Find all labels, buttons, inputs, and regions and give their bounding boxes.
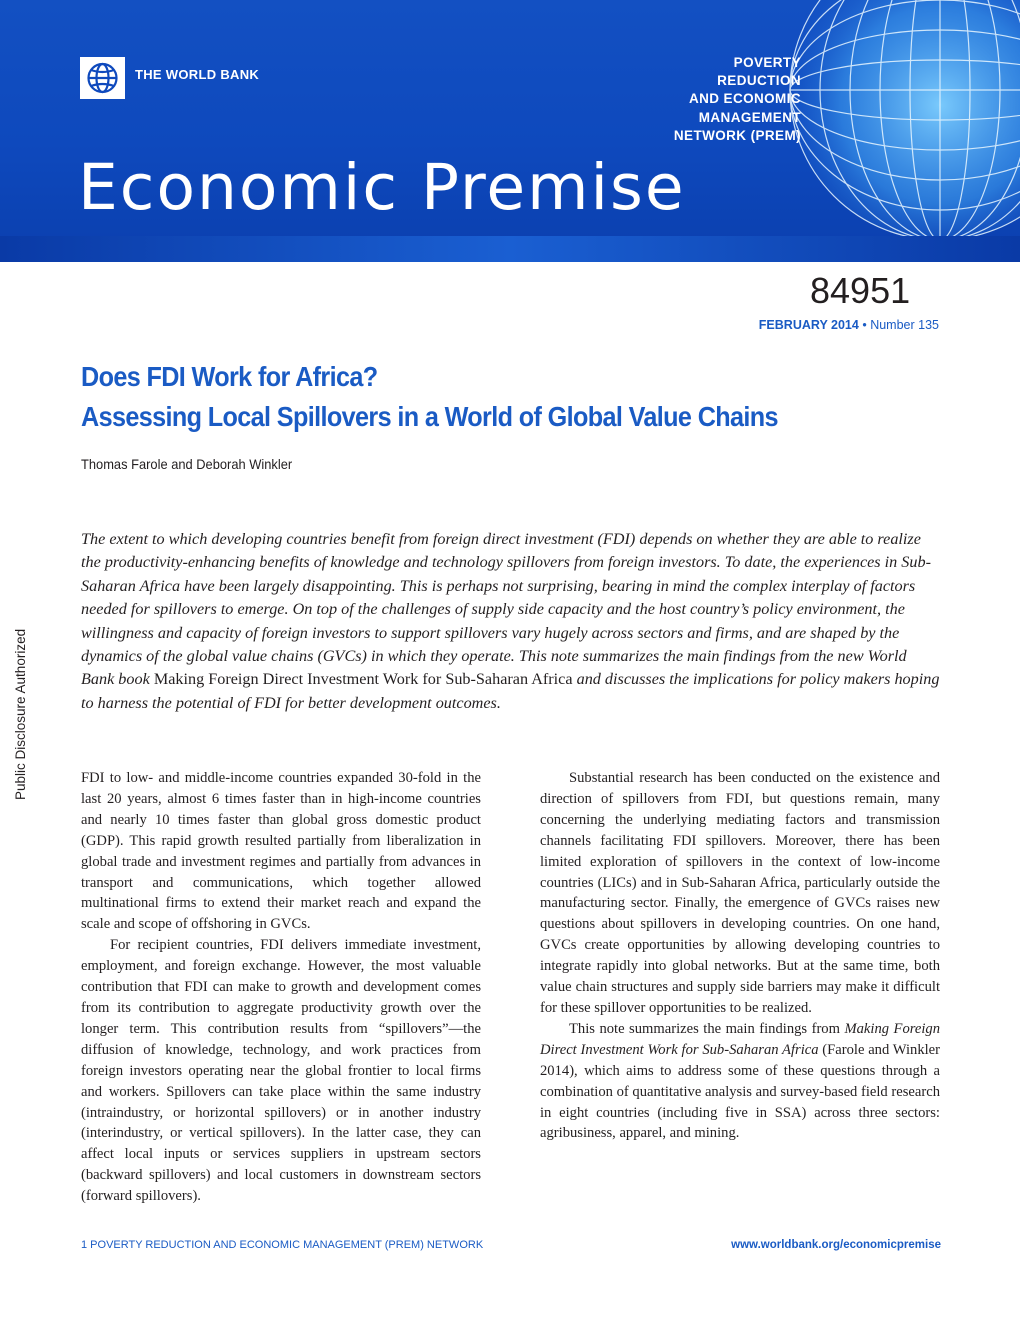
prem-line: REDUCTION <box>717 73 801 89</box>
abstract-text: The extent to which developing countries benefit from foreign direct investment (FDI) depends on whether they are able to realize the productivity-enhancing benefits of knowledge and technology spillovers from foreign investors. To date, the experiences in Sub-Saharan Africa have been largely disappointing. This is perhaps not surprising, bearing in mind the complex interplay of factors needed for spillovers to emerge. On top of the challenges of supply side capacity and the host country’s policy environment, the willingness and capacity of foreign investors to support spillovers vary hugely across sectors and firms, and are shaped by the dynamics of the global value chains (GVCs) in which they operate. This note summarizes the main findings from the new World Bank book <box>81 530 931 689</box>
title-line-1: Does FDI Work for Africa? <box>81 361 378 392</box>
authors: Thomas Farole and Deborah Winkler <box>81 456 293 472</box>
body-paragraph: For recipient countries, FDI delivers immediate investment, employment, and foreign exchange. However, the most valuable contribution that FDI can make to growth and development comes from its contribution to aggregate productivity growth over the longer term. This contribution results from “spillovers”—the diffusion of knowledge, technology, and work practices from foreign investors operating near the global frontier to local firms and workers. Spillovers can take place within the same industry (intraindustry, or horizontal spillovers) or in another industry (interindustry, or vertical spillovers). In the latter case, they can affect local inputs or services suppliers in upstream sectors (backward spillovers) and local customers in downstream sectors (forward spillovers). <box>81 937 481 1205</box>
body-paragraph: Substantial research has been conducted on the existence and direction of spillovers from FDI, but questions remain, many concerning the underlying mediating factors and transmission channels facilitating FDI spillovers. Moreover, there has been limited exploration of spillovers in the context of low-income countries (LICs) and in Sub-Saharan Africa, particularly outside the manufacturing sector. Finally, the emergence of GVCs raises new questions about spillovers in developing countries. On one hand, GVCs create opportunities by allowing developing countries to integrate rapidly into global networks. But at the same time, both value chain structures and supply side barriers may make it difficult for these spillover opportunities to be realized. <box>540 770 940 1016</box>
series-title: Economic Premise <box>78 151 686 224</box>
body-text: This note summarizes the main findings from <box>569 1020 845 1037</box>
body-text: (Farole and Winkler 2014), which aims to address some of these questions through a combination of quantitative analysis and survey-based field research in eight countries (including five in SSA) across three sectors: agribusiness, apparel, and mining. <box>540 1041 941 1142</box>
publisher-name: THE WORLD BANK <box>135 67 260 82</box>
document-number: 84951 <box>810 270 911 311</box>
body-paragraph: FDI to low- and middle-income countries expanded 30-fold in the last 20 years, almost 6 times faster than in high-income countries and nearly 10 times faster than global gross domestic product (GDP). This rapid growth resulted partially from liberalization in global trade and investment regimes and partially from advances in transport and communications, which together allowed multinational firms to extend their market reach and expand the scale and scope of offshoring in GVCs. <box>81 770 481 933</box>
footer-url-link[interactable]: www.worldbank.org/economicpremise <box>731 1239 941 1251</box>
world-bank-globe-icon <box>80 57 125 99</box>
public-disclosure-label-middle: Public Disclosure Authorized <box>13 628 28 800</box>
title-line-2: Assessing Local Spillovers in a World of Global Value Chains <box>81 401 778 432</box>
issue-line <box>759 318 939 332</box>
header-banner <box>0 0 1020 262</box>
issue-separator: • <box>862 318 867 332</box>
prem-line: AND ECONOMIC <box>688 91 801 107</box>
prem-line: POVERTY <box>733 55 801 70</box>
abstract-text: and discusses the implications for policy makers hoping to harness the potential of FDI for better development outcomes. <box>81 670 940 712</box>
footer-page-label: 1 POVERTY REDUCTION AND ECONOMIC MANAGEMENT (PREM) NETWORK <box>81 1239 484 1251</box>
banner-lower-band <box>0 236 1020 262</box>
prem-network-label <box>600 54 801 145</box>
issue-number: Number 135 <box>870 318 939 332</box>
issue-date: FEBRUARY 2014 <box>758 318 859 332</box>
page-title <box>81 357 778 437</box>
body-column-right <box>540 768 940 1144</box>
prem-line: NETWORK (PREM) <box>673 127 801 143</box>
wireframe-globe-graphic <box>780 0 1020 260</box>
abstract-book-title: Making Foreign Direct Investment Work for Sub-Saharan Africa <box>153 670 573 689</box>
abstract <box>81 528 943 715</box>
body-paragraph <box>540 1019 940 1144</box>
book-title: Making Foreign Direct Investment Work for Sub-Saharan Africa <box>540 1020 941 1058</box>
prem-line: MANAGEMENT <box>698 109 801 125</box>
body-column-left <box>81 768 481 1207</box>
